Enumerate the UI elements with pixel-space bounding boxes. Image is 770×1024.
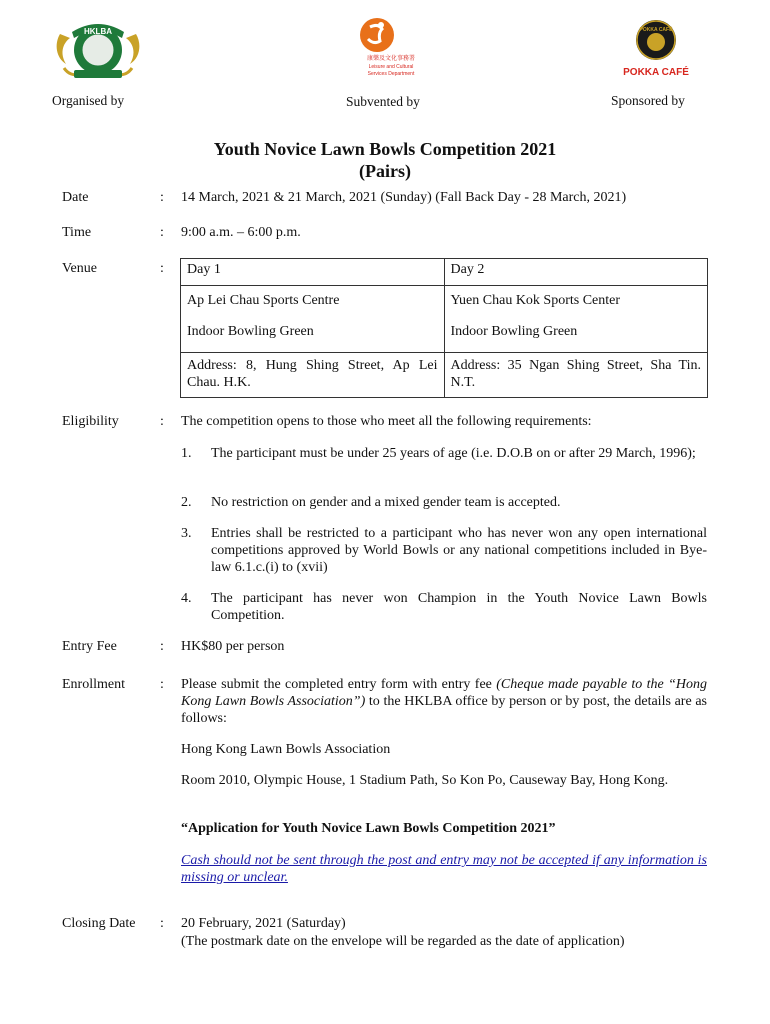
eligibility-colon: :: [160, 414, 164, 429]
closing-date-value: 20 February, 2021 (Saturday): [181, 916, 346, 931]
enrollment-text-before: Please submit the completed entry form with entry fee: [181, 677, 497, 692]
organised-by-caption: Organised by: [52, 93, 125, 108]
entry-fee-colon: :: [160, 639, 164, 654]
title-line-2: (Pairs): [359, 161, 411, 181]
venue-header-row: [181, 259, 708, 286]
time-label: Time: [62, 225, 92, 240]
lcsd-logo-text-2: Leisure and Cultural: [368, 64, 414, 70]
time-value: 9:00 a.m. – 6:00 p.m.: [181, 225, 301, 240]
time-colon: :: [160, 225, 164, 240]
enrollment-cheque-note: (Cheque made payable to the “Hong Kong Lawn Bowls Association”): [181, 677, 707, 709]
venue-day2-details: [444, 286, 708, 353]
eligibility-label: Eligibility: [62, 414, 119, 429]
eligibility-item-text: The participant must be under 25 years of age (i.e. D.O.B on or after 29 March, 1996);: [211, 446, 696, 461]
venue-day1-name: Ap Lei Chau Sports Centre: [187, 293, 340, 308]
hklba-logo: [52, 14, 144, 84]
pokka-ring-text: POKKA CAFÉ: [639, 27, 673, 33]
eligibility-intro: The competition opens to those who meet all the following requirements:: [181, 414, 592, 429]
date-label: Date: [62, 190, 89, 205]
subvented-by-caption: Subvented by: [346, 94, 420, 109]
venue-day2-heading: Day 2: [444, 259, 708, 286]
enrollment-address: Room 2010, Olympic House, 1 Stadium Path, So Kon Po, Causeway Bay, Hong Kong.: [181, 773, 669, 788]
eligibility-item-text: The participant has never won Champion in the Youth Novice Lawn Bowls Competition.: [211, 591, 707, 623]
lcsd-logo: [356, 15, 422, 81]
eligibility-item-text: No restriction on gender and a mixed gender team is accepted.: [211, 495, 561, 510]
entry-fee-label: Entry Fee: [62, 639, 117, 654]
pokka-logo-text: POKKA CAFÉ: [623, 67, 689, 78]
hklba-logo-text: HKLBA: [84, 27, 112, 36]
eligibility-item-number: 3.: [181, 526, 192, 541]
venue-colon: :: [160, 261, 164, 276]
enrollment-colon: :: [160, 677, 164, 692]
lcsd-logo-text-3: Services Department: [367, 71, 415, 77]
enrollment-label: Enrollment: [62, 677, 125, 692]
venue-table: [180, 258, 708, 398]
closing-date-colon: :: [160, 916, 164, 931]
venue-day2-green: Indoor Bowling Green: [450, 324, 578, 339]
closing-date-label: Closing Date: [62, 916, 136, 931]
lcsd-logo-text-1: 康樂及文化事務署: [366, 55, 416, 62]
entry-fee-value: HK$80 per person: [181, 639, 285, 654]
date-value: 14 March, 2021 & 21 March, 2021 (Sunday) (Fall Back Day - 28 March, 2021): [181, 190, 627, 205]
page-title: [0, 138, 770, 182]
eligibility-item-text: Entries shall be restricted to a participant who has never won any open international competitions approved by World Bowls or any national competitions included in Bye-law 6.1.c.(i) to (xvii): [211, 526, 707, 575]
date-colon: :: [160, 190, 164, 205]
venue-label: Venue: [62, 261, 97, 276]
title-line-1: Youth Novice Lawn Bowls Competition 2021: [213, 139, 557, 159]
venue-day2-address: Address: 35 Ngan Shing Street, Sha Tin. N.T.: [444, 353, 708, 398]
venue-day2-name: Yuen Chau Kok Sports Center: [450, 293, 621, 308]
venue-day1-address: Address: 8, Hung Shing Street, Ap Lei Chau. H.K.: [181, 353, 445, 398]
enrollment-cash-warning: Cash should not be sent through the post and entry may not be accepted if any information is missing or unclear.: [181, 853, 707, 885]
eligibility-item-number: 2.: [181, 495, 192, 510]
enrollment-text-after: to the HKLBA office by person or by post, the details are as follows:: [181, 694, 707, 726]
eligibility-item-number: 1.: [181, 446, 192, 461]
venue-day1-green: Indoor Bowling Green: [187, 324, 314, 339]
eligibility-item-number: 4.: [181, 591, 192, 606]
pokka-cafe-logo: [618, 18, 694, 80]
enrollment-instructions: [181, 676, 707, 727]
sponsored-by-caption: Sponsored by: [611, 93, 685, 108]
enrollment-application-title: “Application for Youth Novice Lawn Bowls Competition 2021”: [181, 821, 556, 836]
closing-date-note: (The postmark date on the envelope will be regarded as the date of application): [181, 934, 625, 949]
venue-day1-details: [181, 286, 445, 353]
venue-day1-heading: Day 1: [181, 259, 445, 286]
enrollment-org-name: Hong Kong Lawn Bowls Association: [181, 742, 391, 757]
